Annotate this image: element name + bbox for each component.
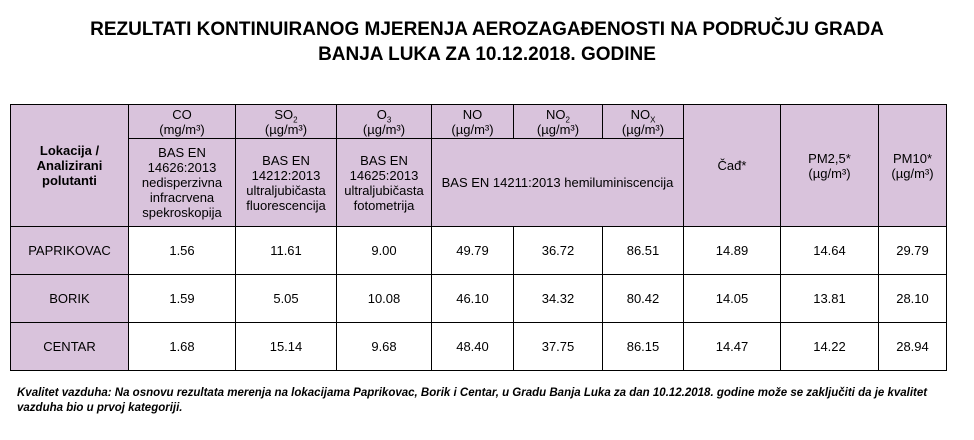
value-cell: 36.72 <box>514 227 603 275</box>
no-method: BAS EN 14211:2013 hemiluminiscencija <box>432 139 684 227</box>
value-cell: 10.08 <box>337 275 432 323</box>
value-cell: 34.32 <box>514 275 603 323</box>
co-method: BAS EN 14626:2013 nedisperzivna infracrvena spekroskopija <box>129 139 236 227</box>
so2-header: $SO_2$ (µg/m³) <box>236 105 337 139</box>
pm25-header: PM2,5* (µg/m³) <box>781 105 879 227</box>
location-cell: BORIK <box>11 275 129 323</box>
value-cell: 9.00 <box>337 227 432 275</box>
o3-method: BAS EN 14625:2013 ultraljubičasta fotometrija <box>337 139 432 227</box>
value-cell: 29.79 <box>879 227 947 275</box>
value-cell: 49.79 <box>432 227 514 275</box>
page-title <box>0 17 974 67</box>
value-cell: 14.64 <box>781 227 879 275</box>
value-cell: 1.68 <box>129 323 236 371</box>
table-row <box>11 323 947 371</box>
results-table <box>10 104 947 371</box>
value-cell: 86.15 <box>603 323 684 371</box>
value-cell: 37.75 <box>514 323 603 371</box>
table-row <box>11 227 947 275</box>
air-quality-note: Kvalitet vazduha: Na osnovu rezultata merenja na lokacijama Paprikovac, Borik i Centar, u Gradu Banja Luka za dan 10.12.2018. godine može se zaključiti da je kvalitet vazduha bio u prvoj kategoriji. <box>17 387 928 414</box>
value-cell: 14.22 <box>781 323 879 371</box>
no2-header: $NO_2$ (µg/m³) <box>514 105 603 139</box>
value-cell: 11.61 <box>236 227 337 275</box>
value-cell: 14.47 <box>684 323 781 371</box>
value-cell: 14.89 <box>684 227 781 275</box>
value-cell: 13.81 <box>781 275 879 323</box>
value-cell: 1.59 <box>129 275 236 323</box>
location-cell: CENTAR <box>11 323 129 371</box>
value-cell: 86.51 <box>603 227 684 275</box>
o3-header: $O_3$ (µg/m³) <box>337 105 432 139</box>
location-cell: PAPRIKOVAC <box>11 227 129 275</box>
no-header: NO (µg/m³) <box>432 105 514 139</box>
value-cell: 46.10 <box>432 275 514 323</box>
co-header: CO (mg/m³) <box>129 105 236 139</box>
value-cell: 28.10 <box>879 275 947 323</box>
value-cell: 14.05 <box>684 275 781 323</box>
value-cell: 80.42 <box>603 275 684 323</box>
value-cell: 9.68 <box>337 323 432 371</box>
value-cell: 28.94 <box>879 323 947 371</box>
value-cell: 1.56 <box>129 227 236 275</box>
title-line-1: REZULTATI KONTINUIRANOG MJERENJA AEROZAGAĐENOSTI NA PODRUČJU GRADA <box>90 19 884 40</box>
table-row <box>11 275 947 323</box>
so2-method: BAS EN 14212:2013 ultraljubičasta fluorescencija <box>236 139 337 227</box>
title-line-2: BANJA LUKA ZA 10.12.2018. GODINE <box>318 44 656 65</box>
location-header: Lokacija / Analizirani polutanti <box>11 105 129 227</box>
value-cell: 48.40 <box>432 323 514 371</box>
nox-header: $NO_X$ (µg/m³) <box>603 105 684 139</box>
cad-header: Čađ* <box>684 105 781 227</box>
value-cell: 5.05 <box>236 275 337 323</box>
value-cell: 15.14 <box>236 323 337 371</box>
pm10-header: PM10* (µg/m³) <box>879 105 947 227</box>
